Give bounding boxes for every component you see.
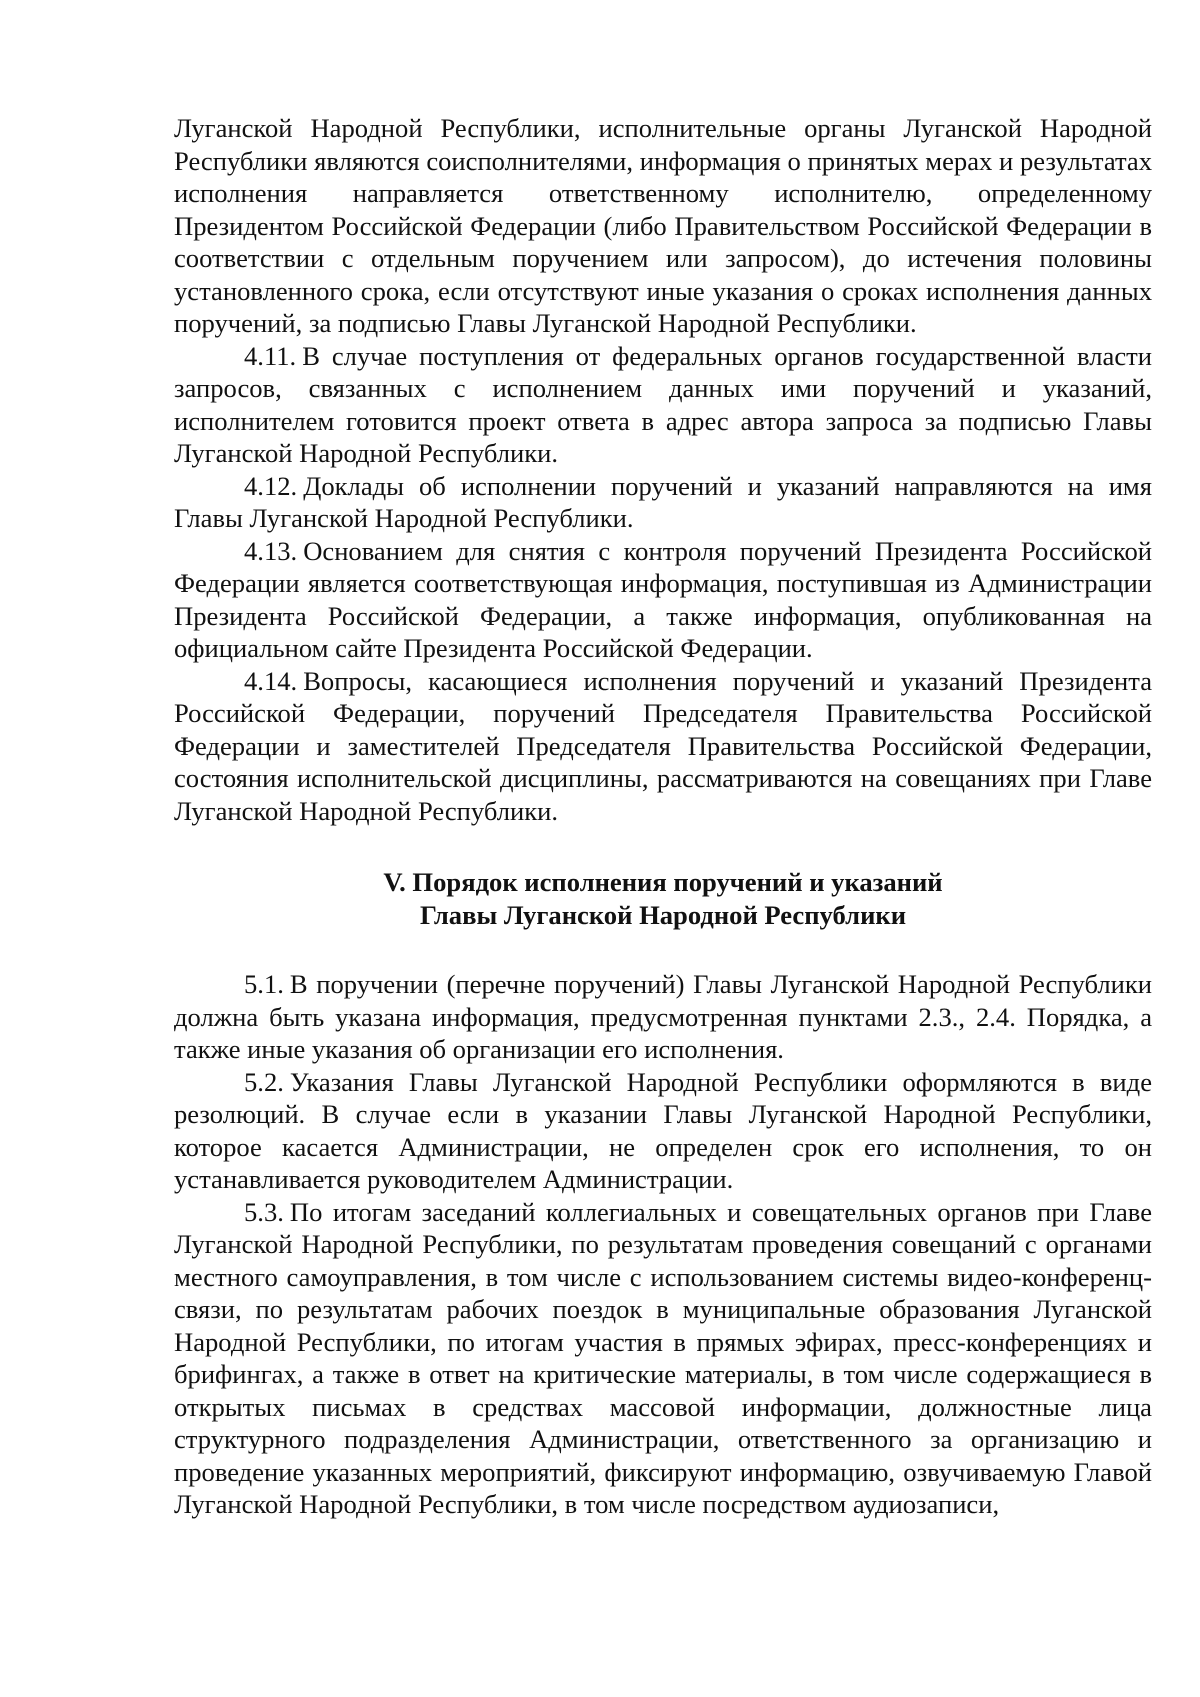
clause-number: 5.3. [244, 1196, 284, 1227]
clause-text: Основанием для снятия с контроля поручений Президента Российской Федерации является соответствующая информация, поступившая из Администрации Президента Российской Федерации, а также информация, опубликованная на официальном сайте Президента Российской Федерации. [174, 535, 1152, 663]
clause-number: 4.13. [244, 535, 298, 566]
clause-5-1 [174, 968, 1152, 1066]
clause-4-12 [174, 470, 1152, 535]
clause-4-13 [174, 535, 1152, 665]
clause-number: 5.1. [244, 969, 284, 999]
clause-5-3 [174, 1196, 1152, 1521]
section-5-heading-line-2: Главы Луганской Народной Республики [419, 899, 907, 930]
clause-text: В поручении (перечне поручений) Главы Луганской Народной Республики должна быть указана информация, предусмотренная пунктами 2.3., 2.4. Порядка, а также иные указания об организации его исполнения. [174, 969, 1152, 1064]
clause-text: По итогам заседаний коллегиальных и совещательных органов при Главе Луганской Народной Республики, по результатам проведения совещаний с органами местного самоуправления, в том числе с использованием системы видео-конференц-связи, по результатам рабочих поездок в муниципальные образования Луганской Народной Республики, по итогам участия в прямых эфирах, пресс-конференциях и брифингах, а также в ответ на критические материалы, в том числе содержащиеся в открытых письмах в средствах массовой информации, должностные лица структурного подразделения Администрации, ответственного за организацию и проведение указанных мероприятий, фиксируют информацию, озвучиваемую Главой Луганской Народной Республики, в том числе посредством аудиозаписи, [174, 1196, 1152, 1519]
clause-5-2 [174, 1066, 1152, 1196]
clause-number: 4.12. [244, 470, 298, 501]
section-5-heading-line-1: V. Порядок исполнения поручений и указаний [383, 867, 943, 897]
section-5-heading [174, 866, 1152, 931]
clause-number: 5.2. [244, 1066, 284, 1097]
clause-text: Доклады об исполнении поручений и указаний направляются на имя Главы Луганской Народной Республики. [174, 470, 1152, 533]
clause-4-14 [174, 665, 1152, 828]
clause-text: Вопросы, касающиеся исполнения поручений и указаний Президента Российской Федерации, поручений Председателя Правительства Российской Федерации и заместителей Председателя Правительства Российской Федерации, состояния исполнительской дисциплины, рассматриваются на совещаниях при Главе Луганской Народной Республики. [174, 665, 1152, 826]
clause-number: 4.11. [244, 340, 297, 371]
clause-text: В случае поступления от федеральных органов государственной власти запросов, связанных с исполнением данных ими поручений и указаний, исполнителем готовится проект ответа в адрес автора запроса за подписью Главы Луганской Народной Республики. [174, 340, 1152, 468]
clause-text: Указания Главы Луганской Народной Республики оформляются в виде резолюций. В случае если в указании Главы Луганской Народной Республики, которое касается Администрации, не определен срок его исполнения, то он устанавливается руководителем Администрации. [174, 1066, 1152, 1194]
clause-number: 4.14. [244, 665, 298, 696]
document-page [174, 112, 1152, 1521]
clause-4-11 [174, 340, 1152, 470]
continuation-paragraph: Луганской Народной Республики, исполнительные органы Луганской Народной Республики являются соисполнителями, информация о принятых мерах и результатах исполнения направляется ответственному исполнителю, определенному Президентом Российской Федерации (либо Правительством Российской Федерации в соответствии с отдельным поручением или запросом), до истечения половины установленного срока, если отсутствуют иные указания о сроках исполнения данных поручений, за подписью Главы Луганской Народной Республики. [174, 113, 1152, 338]
